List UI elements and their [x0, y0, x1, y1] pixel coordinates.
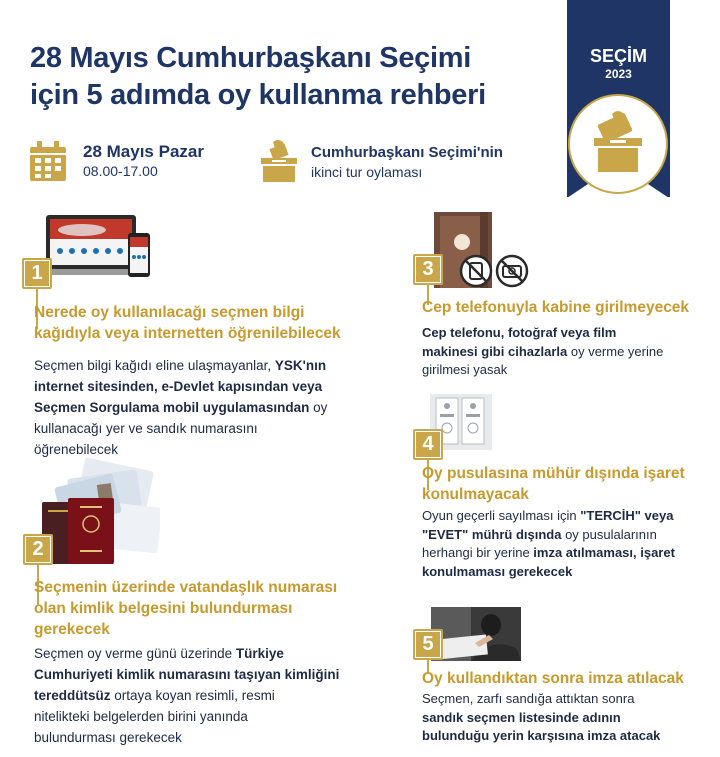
- bold-text-run: Türkiye: [235, 646, 284, 661]
- body-line: [34, 643, 339, 664]
- bold-text-run: internet sitesinden, e-Devlet kapısından veya: [34, 379, 323, 394]
- body-line: [422, 507, 675, 526]
- bold-text-run: tereddütsüz: [34, 688, 111, 703]
- bold-text-run: bulunduğu yerin karşısına imza atacak: [422, 728, 661, 743]
- calendar-icon: [30, 141, 66, 186]
- text-run: herhangi bir yerine: [422, 545, 534, 560]
- body-line: [422, 526, 675, 545]
- step-3-number: 3: [413, 254, 443, 285]
- step-3-heading: Cep telefonuyla kabine girilmeyecek: [422, 299, 690, 316]
- title-line-2: için 5 adımda oy kullanma rehberi: [30, 79, 486, 111]
- body-line: [422, 563, 675, 582]
- step-4-heading: Oy pusulasına mühür dışında işaret konulmayacak: [422, 465, 685, 503]
- step-5-body: [422, 690, 660, 746]
- step-2-number: 2: [23, 534, 53, 565]
- text-run: girilmesi yasak: [422, 362, 508, 377]
- step-1-body: [34, 355, 327, 460]
- text-run: ortaya koyan resimli, resmi: [110, 688, 275, 703]
- bold-text-run: Seçmen Sorgulama mobil uygulamasından: [34, 400, 310, 415]
- bold-text-run: "TERCİH" veya: [580, 508, 674, 523]
- banner-year: 2023: [605, 67, 632, 81]
- text-run: Seçmen, zarfı sandığa attıktan sonra: [422, 691, 635, 706]
- bold-text-run: Cep telefonu, fotoğraf veya film: [422, 325, 617, 340]
- ballot-box-icon: [568, 94, 668, 194]
- text-run: bulundurması gerekecek: [34, 730, 182, 745]
- step-4-body: [422, 507, 675, 581]
- step-3-body: [422, 324, 663, 380]
- step-5-number: 5: [413, 629, 443, 660]
- election-name: Cumhurbaşkanı Seçimi'nin: [311, 144, 503, 161]
- text-run: Seçmen oy verme günü üzerinde: [34, 646, 236, 661]
- step-1-heading: Nerede oy kullanılacağı seçmen bilgi kağıdıyla veya internetten öğrenilebilecek: [34, 304, 341, 342]
- ballot-box-icon: [259, 138, 299, 187]
- body-line: [34, 727, 339, 748]
- signing-voter-list-photo: [431, 607, 521, 666]
- step-4-number: 4: [413, 429, 443, 460]
- bold-text-run: makinesi gibi cihazlarla: [422, 343, 568, 359]
- body-line: [34, 706, 339, 727]
- bold-text-run: YSK'nın: [274, 358, 327, 373]
- body-line: [422, 343, 663, 362]
- laptop-phone-illustration: [42, 213, 154, 288]
- page-title: [30, 40, 550, 114]
- body-line: [422, 690, 660, 709]
- banner-title: SEÇİM: [589, 46, 647, 66]
- text-run: Seçmen bilgi kağıdı eline ulaşmayanlar,: [34, 358, 275, 373]
- body-line: [34, 376, 327, 397]
- id-cards-passports-illustration: [40, 458, 160, 573]
- text-run: kullanacağı yer ve sandık numarasını: [34, 421, 258, 436]
- body-line: [34, 439, 327, 460]
- body-line: [34, 355, 327, 376]
- bold-text-run: konulmaması gerekecek: [422, 563, 573, 579]
- body-line: [34, 397, 327, 418]
- body-line: [422, 361, 663, 380]
- text-run: öğrenebilecek: [34, 442, 119, 457]
- text-run: nitelikteki belgelerden birini yanında: [34, 709, 248, 724]
- bold-text-run: sandık seçmen listesinde adının: [422, 709, 621, 725]
- body-line: [34, 685, 339, 706]
- election-round: ikinci tur oylaması: [311, 164, 423, 180]
- bold-text-run: imza atılmaması, işaret: [533, 545, 675, 560]
- body-line: [34, 664, 339, 685]
- step-1-number: 1: [22, 258, 52, 289]
- title-line-1: 28 Mayıs Cumhurbaşkanı Seçimi: [30, 42, 471, 74]
- bold-text-run: Cumhuriyeti kimlik numarasını taşıyan kimliğini: [34, 667, 340, 682]
- body-line: [422, 324, 663, 343]
- body-line: [422, 544, 675, 563]
- step-2-heading: Seçmenin üzerinde vatandaşlık numarası olan kimlik belgesini bulundurması gerekecek: [34, 579, 338, 638]
- text-run: oy verme yerine: [567, 343, 664, 359]
- voting-booth-no-phone-illustration: [432, 212, 532, 295]
- body-line: [34, 418, 327, 439]
- body-line: [422, 709, 660, 728]
- text-run: oy: [309, 400, 328, 415]
- body-line: [422, 727, 660, 746]
- text-run: Oyun geçerli sayılması için: [422, 508, 581, 523]
- bold-text-run: "EVET" mührü dışında: [422, 526, 562, 542]
- step-2-body: [34, 643, 339, 748]
- voting-hours: 08.00-17.00: [83, 163, 158, 179]
- step-5-heading: Oy kullandıktan sonra imza atılacak: [422, 670, 684, 687]
- election-date: 28 Mayıs Pazar: [83, 142, 204, 161]
- text-run: oy pusulalarının: [561, 526, 657, 542]
